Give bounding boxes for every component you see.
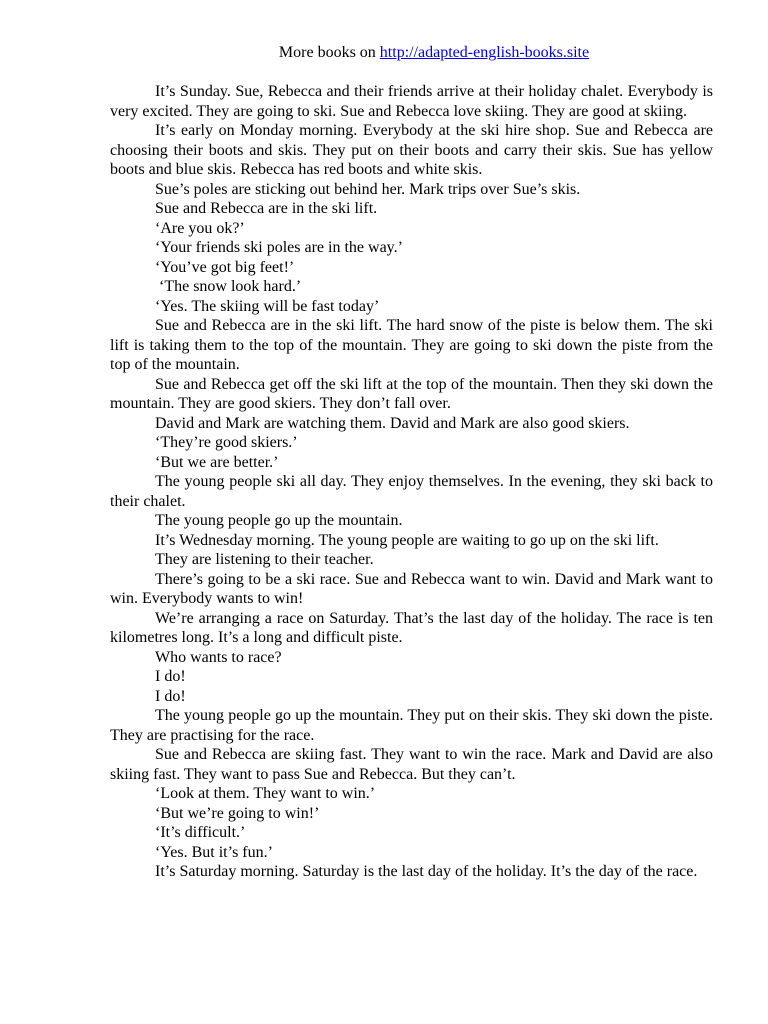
paragraph: It’s Saturday morning. Saturday is the last day of the holiday. It’s the day of the race. xyxy=(155,863,698,880)
paragraph: It’s early on Monday morning. Everybody at the ski hire shop. Sue and Rebecca are choosing their boots and skis. They put on their boots and carry their skis. Sue has yellow boots and blue skis. Rebecca has red boots and white skis. xyxy=(110,122,713,178)
dialogue-line: Who wants to race? xyxy=(155,648,282,666)
paragraph: Sue’s poles are sticking out behind her. Mark trips over Sue’s skis. xyxy=(155,180,581,198)
dialogue-line: ‘But we’re going to win!’ xyxy=(155,804,320,822)
paragraph: The young people ski all day. They enjoy themselves. In the evening, they ski back to their chalet. xyxy=(110,473,713,510)
dialogue-line: ‘They’re good skiers.’ xyxy=(155,434,298,451)
dialogue-line: ‘Look at them. They want to win.’ xyxy=(155,785,376,802)
paragraph: It’s Sunday. Sue, Rebecca and their friends arrive at their holiday chalet. Everybody is very excited. They are going to ski. Sue and Rebecca love skiing. They are good at skiing. xyxy=(110,83,713,120)
dialogue-line: I do! xyxy=(155,668,186,685)
page-header xyxy=(0,43,768,63)
paragraph: Sue and Rebecca are skiing fast. They want to win the race. Mark and David are also skiing fast. They want to pass Sue and Rebecca. But they can’t. xyxy=(110,746,713,783)
paragraph: It’s Wednesday morning. The young people are waiting to go up on the ski lift. xyxy=(155,531,659,549)
dialogue-line: ‘Are you ok?’ xyxy=(155,219,245,237)
paragraph: The young people go up the mountain. They put on their skis. They ski down the piste. They are practising for the race. xyxy=(110,707,713,744)
paragraph: Sue and Rebecca get off the ski lift at the top of the mountain. Then they ski down the mountain. They are good skiers. They don’t fall over. xyxy=(110,375,713,412)
paragraph: There’s going to be a ski race. Sue and Rebecca want to win. David and Mark want to win. Everybody wants to win! xyxy=(110,570,713,607)
dialogue-line: I do! xyxy=(155,687,186,705)
paragraph: Sue and Rebecca are in the ski lift. xyxy=(155,200,378,217)
dialogue-line: ‘Yes. But it’s fun.’ xyxy=(155,843,273,861)
dialogue-line: ‘Your friends ski poles are in the way.’ xyxy=(155,239,403,256)
dialogue-line: ‘But we are better.’ xyxy=(155,453,279,471)
dialogue-line: ‘You’ve got big feet!’ xyxy=(155,258,295,276)
paragraph: We’re arranging a race on Saturday. That’s the last day of the holiday. The race is ten kilometres long. It’s a long and difficult piste. xyxy=(110,609,713,646)
paragraph: They are listening to their teacher. xyxy=(155,551,374,568)
paragraph: The young people go up the mountain. xyxy=(155,512,403,529)
paragraph: David and Mark are watching them. David and Mark are also good skiers. xyxy=(155,414,630,432)
story-text xyxy=(110,82,713,882)
header-prefix: More books on xyxy=(278,44,380,61)
paragraph: Sue and Rebecca are in the ski lift. The hard snow of the piste is below them. The ski lift is taking them to the top of the mountain. They are going to ski down the piste from the top of the mountain. xyxy=(110,317,713,373)
dialogue-line: ‘The snow look hard.’ xyxy=(155,278,302,295)
books-site-link[interactable]: http://adapted-english-books.site xyxy=(379,44,590,61)
dialogue-line: ‘Yes. The skiing will be fast today’ xyxy=(155,297,380,315)
dialogue-line: ‘It’s difficult.’ xyxy=(155,824,246,841)
